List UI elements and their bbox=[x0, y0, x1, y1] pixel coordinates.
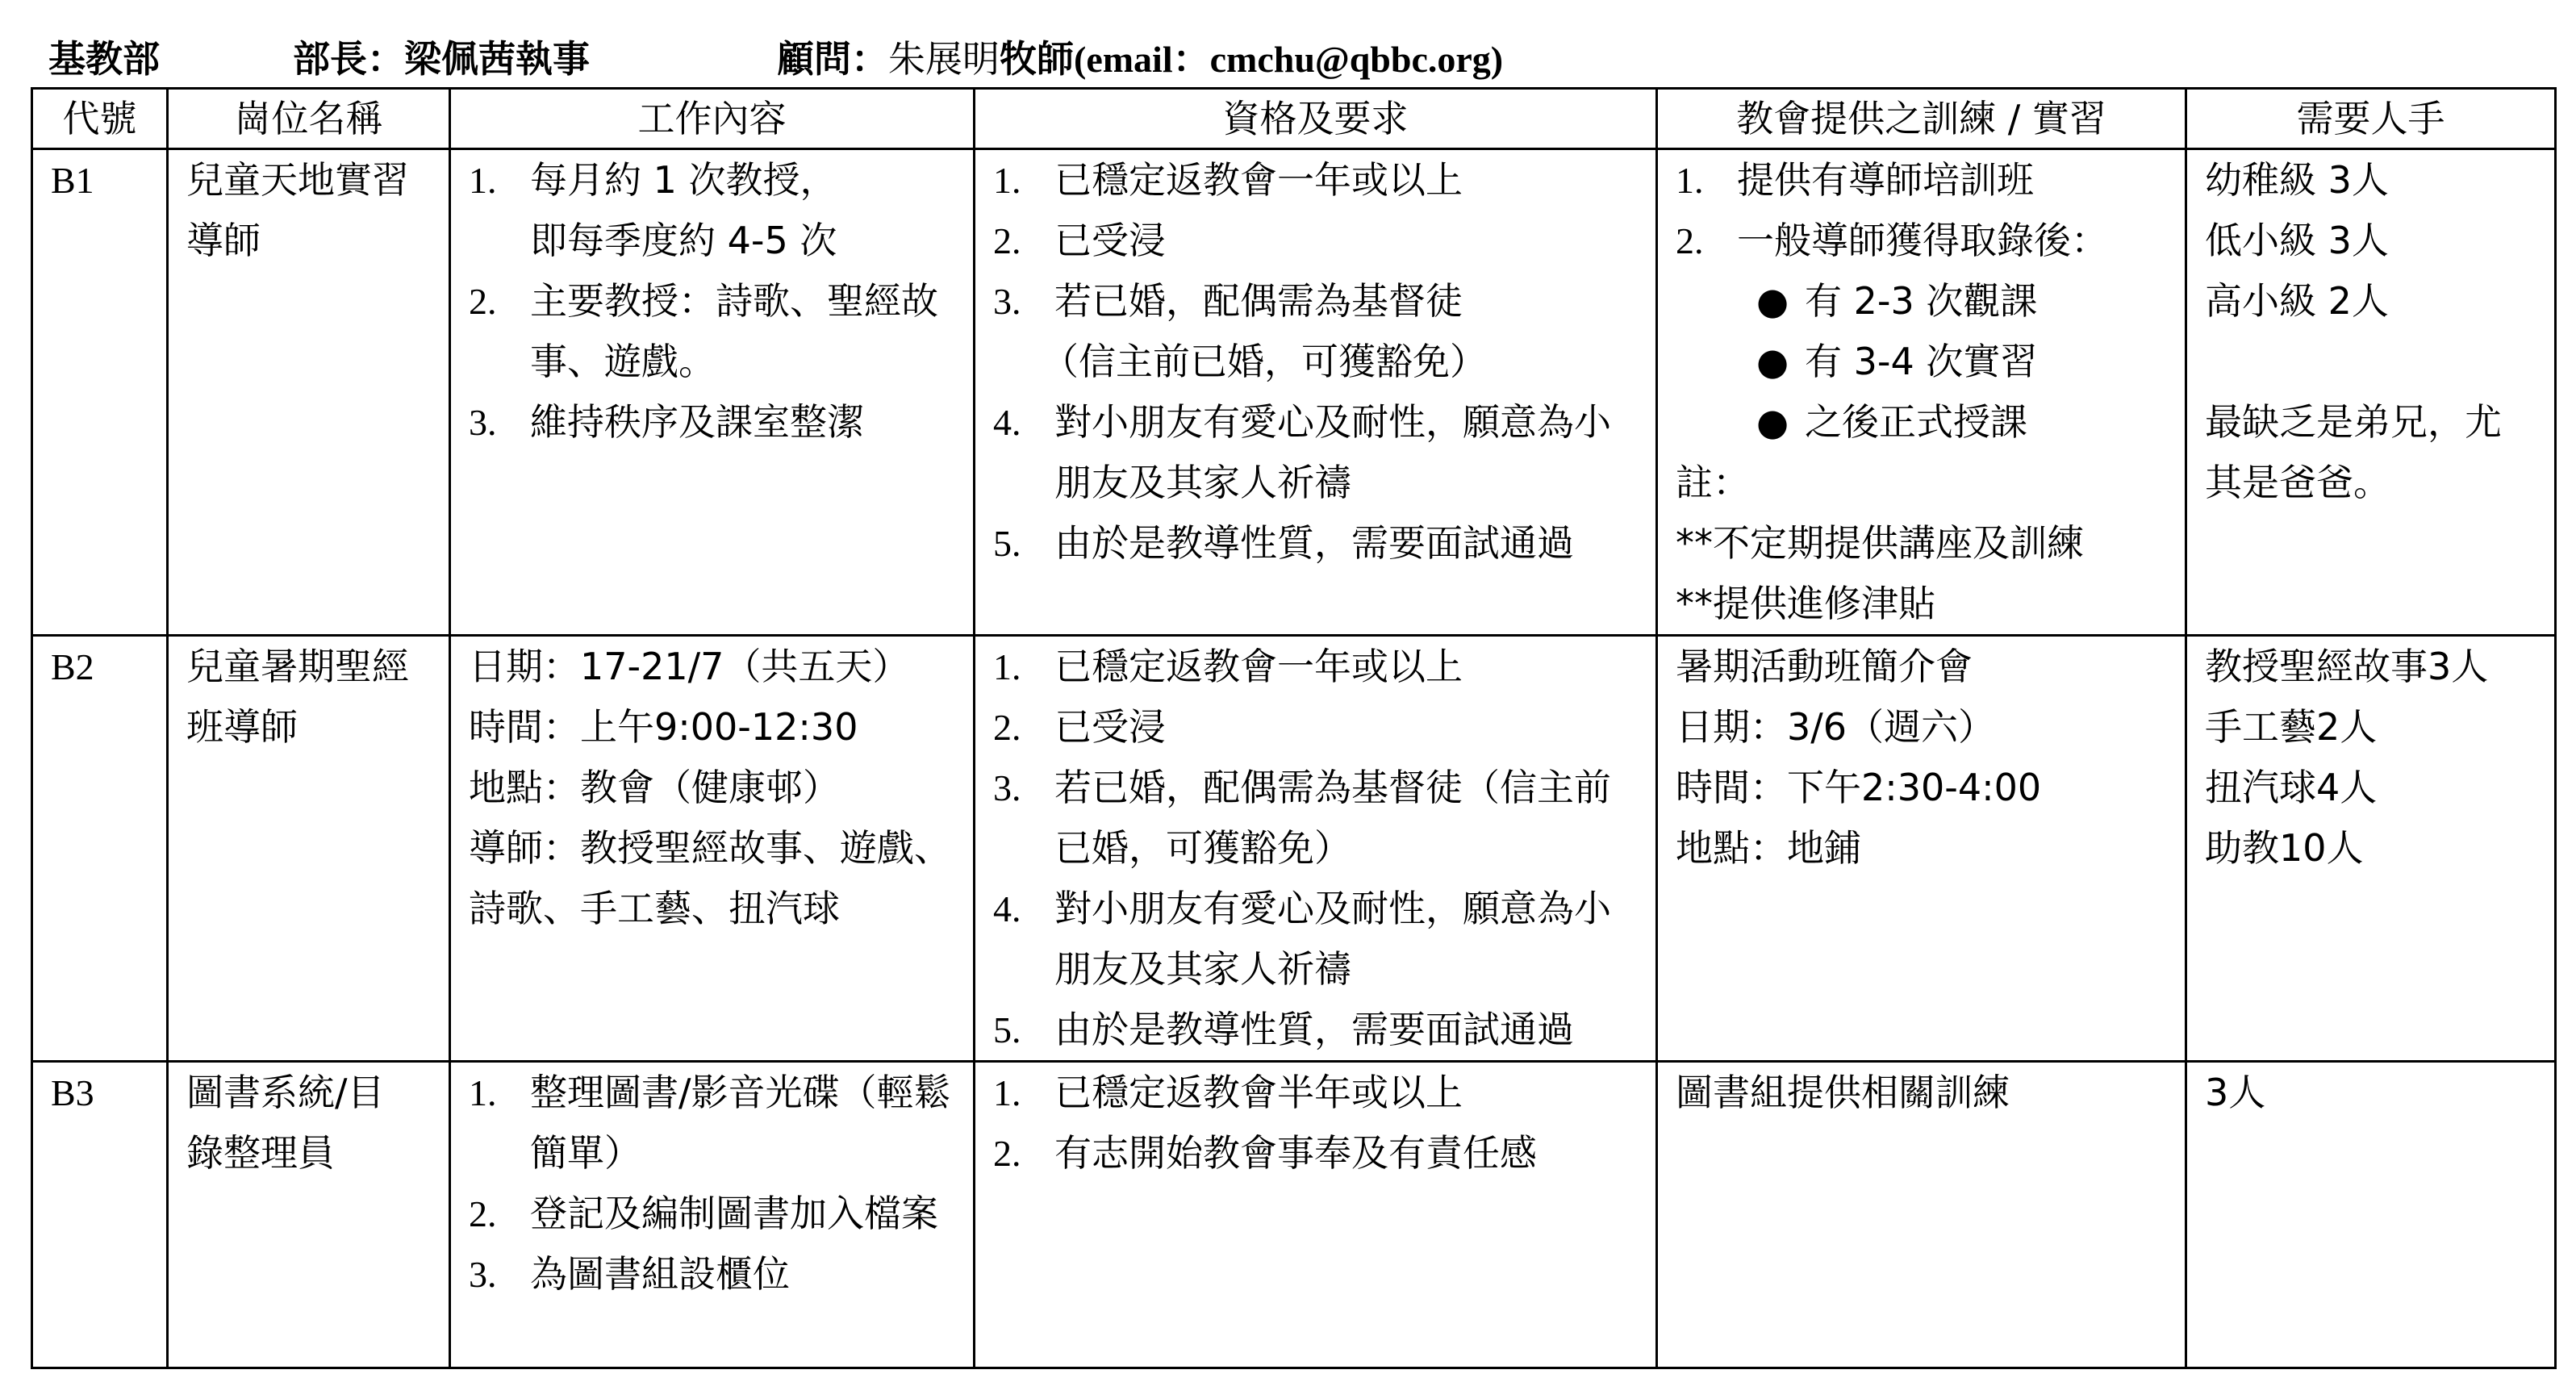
training-note: **提供進修津貼 bbox=[1676, 582, 1935, 625]
training-line: 地點：地鋪 bbox=[1676, 826, 1861, 870]
advisor-label: 顧問： bbox=[777, 37, 888, 81]
list-item: （信主前已婚，可獲豁免） bbox=[1042, 340, 1487, 383]
roles-table bbox=[31, 87, 2557, 1369]
staffing-line: 幼稚級 3人 bbox=[2205, 158, 2389, 202]
duties-line: 日期：17-21/7（共五天） bbox=[469, 645, 910, 688]
duties-line: 地點：教會（健康邨） bbox=[469, 766, 840, 809]
bullet-icon: ● bbox=[1756, 400, 1789, 444]
training-bullets bbox=[1676, 271, 2169, 453]
role-requirements bbox=[975, 149, 1657, 636]
advisor-info bbox=[777, 31, 1503, 88]
list-item: 2. 主要教授：詩歌、聖經故事、遊戲。 bbox=[469, 279, 938, 383]
training-line: 圖書組提供相關訓練 bbox=[1676, 1071, 2010, 1114]
duties-list bbox=[469, 150, 957, 453]
role-position bbox=[168, 1062, 450, 1368]
column-header-duties: 工作內容 bbox=[450, 89, 975, 149]
role-position bbox=[168, 149, 450, 636]
advisor-name: 朱展明 bbox=[888, 37, 1000, 81]
staffing-line: 助教10人 bbox=[2205, 826, 2364, 870]
list-item: 2. 已受浸 bbox=[993, 219, 1166, 262]
training-note: 註： bbox=[1676, 461, 1750, 504]
training-line: 日期：3/6（週六） bbox=[1676, 705, 1996, 749]
advisor-email: (email：cmchu@qbbc.org) bbox=[1074, 39, 1504, 80]
position-line: 班導師 bbox=[186, 705, 298, 749]
list-item: 5. 由於是教導性質，需要面試通過 bbox=[993, 1008, 1574, 1051]
role-training bbox=[1657, 1062, 2186, 1368]
position-line: 圖書系統/目 bbox=[186, 1071, 385, 1114]
department-name: 基教部 bbox=[48, 37, 160, 81]
list-item: 1. 提供有導師培訓班 bbox=[1676, 158, 2034, 202]
table-header-row bbox=[32, 89, 2556, 149]
role-staffing bbox=[2186, 1062, 2556, 1368]
role-training bbox=[1657, 636, 2186, 1062]
duties-line: 時間：上午9:00-12:30 bbox=[469, 705, 858, 749]
staffing-line: 最缺乏是弟兄，尤其是爸爸。 bbox=[2205, 400, 2502, 504]
list-item: 3. 若已婚，配偶需為基督徒 bbox=[993, 279, 1463, 323]
column-header-training: 教會提供之訓練 / 實習 bbox=[1657, 89, 2186, 149]
table-row bbox=[32, 636, 2556, 1062]
requirements-list bbox=[993, 637, 1639, 1060]
duties-list bbox=[469, 1063, 957, 1305]
document-header bbox=[31, 31, 2554, 87]
bullet-icon: ● bbox=[1756, 340, 1789, 383]
position-line: 導師 bbox=[186, 219, 261, 262]
role-duties bbox=[450, 149, 975, 636]
list-item: 5. 由於是教導性質，需要面試通過 bbox=[993, 521, 1574, 565]
staffing-line: 手工藝2人 bbox=[2205, 705, 2378, 749]
training-line: 時間：下午2:30-4:00 bbox=[1676, 766, 2042, 809]
list-item: 4. 對小朋友有愛心及耐性，願意為小朋友及其家人祈禱 bbox=[993, 887, 1611, 991]
list-item: 3. 若已婚，配偶需為基督徒（信主前已婚，可獲豁免） bbox=[993, 766, 1611, 870]
role-staffing bbox=[2186, 149, 2556, 636]
list-item: 1. 已穩定返教會一年或以上 bbox=[993, 645, 1463, 688]
staffing-line bbox=[2205, 332, 2538, 392]
list-item: 2. 一般導師獲得取錄後： bbox=[1676, 219, 2108, 262]
column-header-position: 崗位名稱 bbox=[168, 89, 450, 149]
list-item: 即每季度約 4-5 次 bbox=[530, 219, 837, 262]
list-item: ● 有 2-3 次觀課 bbox=[1676, 271, 2169, 332]
list-item: ● 之後正式授課 bbox=[1676, 392, 2169, 453]
position-line: 錄整理員 bbox=[186, 1131, 335, 1175]
list-item: 2. 已受浸 bbox=[993, 705, 1166, 749]
staffing-line: 教授聖經故事3人 bbox=[2205, 645, 2489, 688]
training-note: **不定期提供講座及訓練 bbox=[1676, 521, 2084, 565]
list-item: 3. 維持秩序及課室整潔 bbox=[469, 400, 864, 444]
role-code: B1 bbox=[32, 149, 168, 636]
list-item: 3. 為圖書組設櫃位 bbox=[469, 1252, 790, 1296]
column-header-staffing: 需要人手 bbox=[2186, 89, 2556, 149]
role-code: B3 bbox=[32, 1062, 168, 1368]
requirements-list bbox=[993, 1063, 1639, 1184]
department-head: 部長：梁佩茜執事 bbox=[293, 37, 590, 81]
requirements-list bbox=[993, 150, 1639, 574]
staffing-line: 3人 bbox=[2205, 1071, 2266, 1114]
role-requirements bbox=[975, 1062, 1657, 1368]
list-item: 2. 登記及編制圖書加入檔案 bbox=[469, 1192, 938, 1235]
role-duties bbox=[450, 636, 975, 1062]
document bbox=[31, 31, 2554, 1369]
list-item: ● 有 3-4 次實習 bbox=[1676, 332, 2169, 392]
role-position bbox=[168, 636, 450, 1062]
role-requirements bbox=[975, 636, 1657, 1062]
list-item: 1. 每月約 1 次教授， bbox=[469, 158, 837, 202]
column-header-code: 代號 bbox=[32, 89, 168, 149]
role-duties bbox=[450, 1062, 975, 1368]
training-line: 暑期活動班簡介會 bbox=[1676, 645, 1973, 688]
list-item: 1. 整理圖書/影音光碟（輕鬆簡單） bbox=[469, 1071, 951, 1175]
duties-line: 導師：教授聖經故事、遊戲、詩歌、手工藝、扭汽球 bbox=[469, 826, 951, 930]
role-code: B2 bbox=[32, 636, 168, 1062]
staffing-line: 扭汽球4人 bbox=[2205, 766, 2378, 809]
column-header-requirements: 資格及要求 bbox=[975, 89, 1657, 149]
list-item: 4. 對小朋友有愛心及耐性，願意為小朋友及其家人祈禱 bbox=[993, 400, 1611, 504]
list-item: 1. 已穩定返教會一年或以上 bbox=[993, 158, 1463, 202]
list-item: 2. 有志開始教會事奉及有責任感 bbox=[993, 1131, 1537, 1175]
staffing-line: 高小級 2人 bbox=[2205, 279, 2389, 323]
table-row bbox=[32, 149, 2556, 636]
position-line: 兒童天地實習 bbox=[186, 158, 409, 202]
list-item: 1. 已穩定返教會半年或以上 bbox=[993, 1071, 1463, 1114]
training-list bbox=[1676, 150, 2169, 271]
role-staffing bbox=[2186, 636, 2556, 1062]
staffing-line: 低小級 3人 bbox=[2205, 219, 2389, 262]
position-line: 兒童暑期聖經 bbox=[186, 645, 409, 688]
table-row bbox=[32, 1062, 2556, 1368]
advisor-title: 牧師 bbox=[1000, 37, 1074, 81]
role-training bbox=[1657, 149, 2186, 636]
bullet-icon: ● bbox=[1756, 279, 1789, 323]
